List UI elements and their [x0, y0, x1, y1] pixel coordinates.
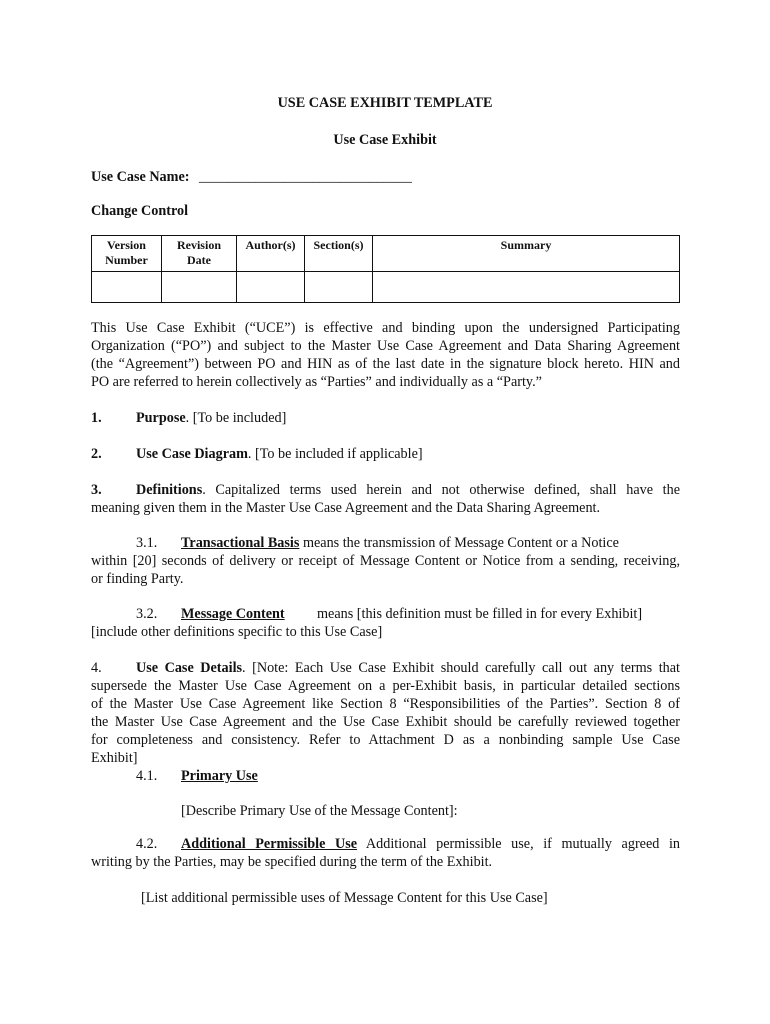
section-1-text: . [To be included]: [185, 410, 287, 426]
section-1-number: 1.: [91, 410, 102, 426]
section-3-2-term: Message Content: [181, 606, 285, 622]
intro-line: Organization (“PO”) and subject to the Master Use Case Agreement and Data Sharing Agreement: [91, 338, 680, 354]
section-4-line: for completeness and consistency. Refer to Attachment D as a nonbinding sample Use Case: [91, 732, 680, 748]
header-authors: Author(s): [237, 236, 305, 272]
section-4: [91, 659, 680, 767]
intro-line: (the “Agreement”) between PO and HIN as of the last date in the signature block hereto. HIN and: [91, 356, 680, 372]
section-4-title: Use Case Details: [136, 660, 243, 676]
document-subtitle: Use Case Exhibit: [333, 132, 437, 148]
section-2-text: . [To be included if applicable]: [247, 446, 423, 462]
section-4-1: [136, 767, 258, 785]
section-4-line: the Master Use Case Agreement and the Use Case Exhibit should be carefully reviewed together: [91, 714, 680, 730]
change-control-table: [91, 235, 680, 303]
section-4-2-title: Additional Permissible Use: [181, 836, 358, 852]
section-4-2-text: Additional permissible use, if mutually agreed in: [357, 836, 680, 852]
section-3-1-line: [91, 534, 680, 552]
section-3-text: . Capitalized terms used herein and not otherwise defined, shall have the: [202, 482, 680, 498]
section-4-line: [91, 659, 680, 677]
cell-revision-date: [162, 272, 237, 303]
section-3-1: [91, 534, 680, 588]
cell-sections: [305, 272, 373, 303]
section-3-2-number: 3.2.: [136, 606, 158, 622]
section-4-1-number: 4.1.: [136, 768, 158, 784]
header-summary: Summary: [373, 236, 680, 272]
section-4-1-title: Primary Use: [181, 768, 258, 784]
section-3-1-line: or finding Party.: [91, 571, 184, 587]
section-4-text: . [Note: Each Use Case Exhibit should carefully call out any terms that: [242, 660, 680, 676]
section-3-line: meaning given them in the Master Use Case Agreement and the Data Sharing Agreement.: [91, 500, 601, 516]
section-3-1-line: within [20] seconds of delivery or receipt of Message Content or Notice from a sending, receiving,: [91, 553, 680, 569]
section-3-number: 3.: [91, 482, 102, 498]
section-3-2-line: [91, 605, 680, 623]
section-4-line: of the Master Use Case Agreement like Section 8 “Responsibilities of the Parties”. Section 8 of: [91, 696, 680, 712]
section-1-title: Purpose: [136, 410, 186, 426]
section-3: [91, 481, 680, 517]
intro-paragraph: [91, 319, 680, 391]
section-4-2: [91, 835, 680, 871]
section-3-1-number: 3.1.: [136, 535, 158, 551]
section-4-line: supersede the Master Use Case Agreement on a per-Exhibit basis, in particular detailed sections: [91, 678, 680, 694]
cell-summary: [373, 272, 680, 303]
section-4-2-line: [91, 835, 680, 853]
section-3-2-line: [include other definitions specific to this Use Case]: [91, 624, 383, 640]
change-control-heading: Change Control: [91, 203, 189, 219]
section-4-1-placeholder: [Describe Primary Use of the Message Content]:: [181, 803, 458, 819]
section-3-line: [91, 481, 680, 499]
section-3-2-text: means [this definition must be filled in for every Exhibit]: [317, 606, 643, 622]
use-case-name-label: Use Case Name:: [91, 169, 190, 185]
intro-line: PO are referred to herein collectively as “Parties” and individually as a “Party.”: [91, 374, 542, 390]
section-1: [91, 409, 286, 427]
intro-line: This Use Case Exhibit (“UCE”) is effective and binding upon the undersigned Participating: [91, 320, 680, 336]
section-4-2-line: writing by the Parties, may be specified during the term of the Exhibit.: [91, 854, 493, 870]
section-3-1-term: Transactional Basis: [181, 535, 300, 551]
cell-authors: [237, 272, 305, 303]
section-4-2-placeholder: [List additional permissible uses of Message Content for this Use Case]: [141, 890, 548, 906]
section-4-number: 4.: [91, 660, 102, 676]
header-sections: Section(s): [305, 236, 373, 272]
use-case-name-line: [91, 168, 412, 186]
table-row: [92, 272, 680, 303]
section-3-1-text: means the transmission of Message Content or a Notice: [299, 535, 619, 551]
section-4-2-number: 4.2.: [136, 836, 158, 852]
section-2-title: Use Case Diagram: [136, 446, 248, 462]
document-title: USE CASE EXHIBIT TEMPLATE: [277, 95, 493, 111]
section-3-title: Definitions: [136, 482, 203, 498]
section-4-line: Exhibit]: [91, 750, 138, 766]
table-header-row: [92, 236, 680, 272]
section-2: [91, 445, 423, 463]
header-version-number: Version Number: [92, 236, 162, 272]
header-revision-date: Revision Date: [162, 236, 237, 272]
use-case-name-blank: ______________________________: [199, 169, 412, 185]
section-3-2: [91, 605, 680, 641]
section-2-number: 2.: [91, 446, 102, 462]
cell-version: [92, 272, 162, 303]
